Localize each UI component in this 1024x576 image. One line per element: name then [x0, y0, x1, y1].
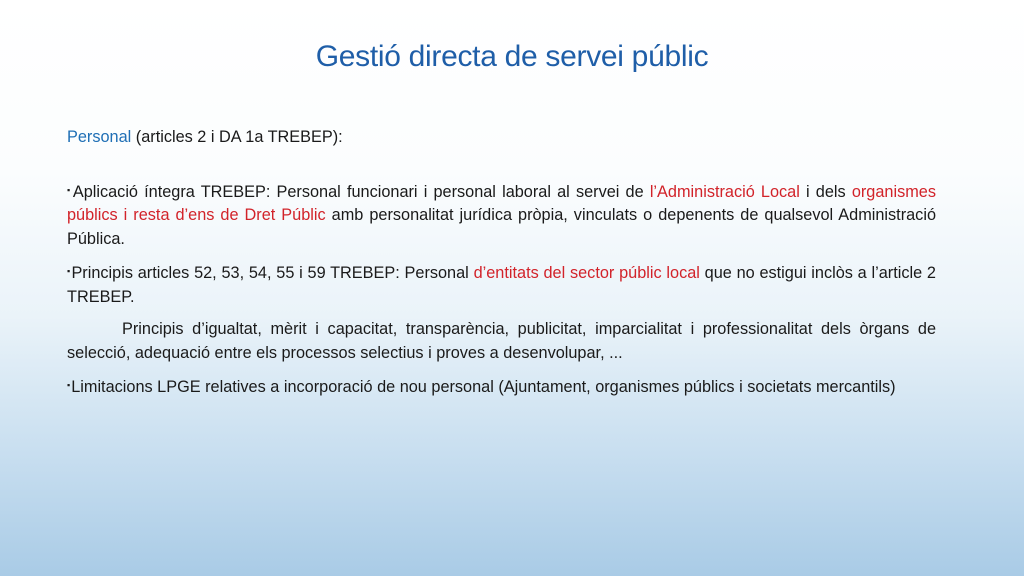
bullet-item-principis-articles	[67, 260, 936, 309]
square-bullet-icon: ▪	[67, 380, 71, 390]
heading-highlight: Personal	[67, 128, 132, 146]
highlight-text: l’Administració Local	[649, 182, 800, 201]
bullet-item-trebep-integra	[67, 179, 936, 252]
bullet-text: Principis articles 52, 53, 54, 55 i 59 TREBEP: Personal	[71, 264, 474, 282]
section-heading	[67, 126, 936, 150]
bullet-text: que no estigui inclòs a l’article 2 TREBEP.	[67, 264, 936, 306]
highlight-text: d’entitats del sector públic local	[473, 264, 700, 282]
indented-paragraph-principis: Principis d’igualtat, mèrit i capacitat, transparència, publicitat, imparcialitat i professionalitat dels òrgans de selecció, adequació entre els processos selectius i proves a desenvolupar, ...	[67, 320, 936, 362]
highlight-text: organismes públics i resta d’ens de Dret Públic	[67, 182, 936, 224]
square-bullet-icon: ▪	[67, 184, 72, 195]
bullet-text: Limitacions LPGE relatives a incorporació de nou personal (Ajuntament, organismes públics i societats mercantils)	[71, 378, 896, 396]
slide-body	[67, 126, 936, 409]
bullet-item-limitacions-lpge	[67, 374, 936, 400]
square-bullet-icon: ▪	[67, 266, 71, 276]
bullet-text: i dels	[799, 182, 852, 201]
bullet-text: Aplicació íntegra TREBEP: Personal funcionari i personal laboral al servei de	[72, 182, 650, 201]
slide-title: Gestió directa de servei públic	[315, 40, 709, 73]
bullet-text: amb personalitat jurídica pròpia, vinculats o depenents de qualsevol Administració Pública.	[67, 206, 936, 248]
heading-rest: (articles 2 i DA 1a TREBEP):	[131, 128, 343, 146]
